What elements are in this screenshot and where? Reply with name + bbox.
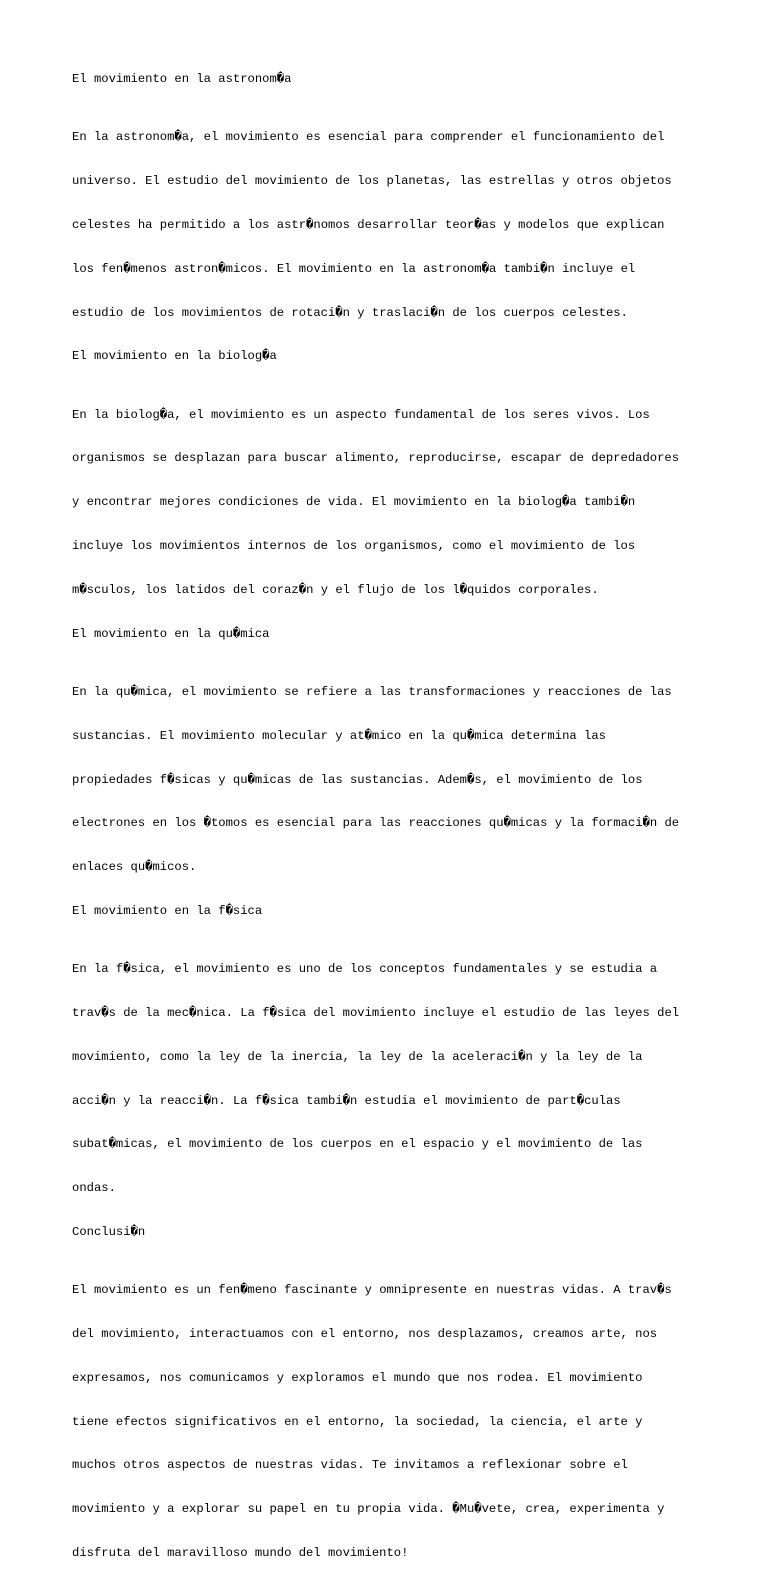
blank-line [72, 1240, 712, 1255]
text-line: trav�s de la mec�nica. La f�sica del movimiento incluye el estudio de las leyes del [72, 1006, 680, 1020]
text-line: enlaces qu�micos. [72, 860, 197, 875]
text-line: tiene efectos significativos en el entorno, la sociedad, la ciencia, el arte y [72, 1414, 643, 1429]
paragraph [72, 1254, 712, 1590]
text-line: y encontrar mejores condiciones de vida. El movimiento en la biolog�a tambi�n [72, 495, 636, 510]
text-line: En la f�sica, el movimiento es uno de los conceptos fundamentales y se estudia a [72, 962, 658, 977]
section-heading: El movimiento en la astronom�a [72, 72, 292, 86]
text-line: expresamos, nos comunicamos y exploramos el mundo que nos rodea. El movimiento [72, 1370, 643, 1385]
text-line: subat�micas, el movimiento de los cuerpos en el espacio y el movimiento de las [72, 1137, 643, 1152]
text-line: El movimiento es un fen�meno fascinante y omnipresente en nuestras vidas. A trav�s [72, 1283, 672, 1298]
text-line: En la astronom�a, el movimiento es esencial para comprender el funcionamiento del [72, 130, 665, 145]
paragraph [72, 656, 712, 904]
text-line: estudio de los movimientos de rotaci�n y traslaci�n de los cuerpos celestes. [72, 305, 628, 320]
text-line: muchos otros aspectos de nuestras vidas. Te invitamos a reflexionar sobre el [72, 1458, 628, 1473]
text-line: los fen�menos astron�micos. El movimiento en la astronom�a tambi�n incluye el [72, 261, 636, 276]
text-line: disfruta del maravilloso mundo del movimiento! [72, 1545, 409, 1560]
section-quimica [72, 627, 712, 904]
paragraph [72, 933, 712, 1225]
section-fisica [72, 904, 712, 1225]
blank-line [72, 364, 712, 379]
blank-line [72, 641, 712, 656]
section-heading: El movimiento en la f�sica [72, 903, 263, 918]
text-line: universo. El estudio del movimiento de los planetas, las estrellas y otros objetos [72, 174, 672, 189]
text-line: incluye los movimientos internos de los organismos, como el movimiento de los [72, 539, 636, 553]
text-line: En la biolog�a, el movimiento es un aspecto fundamental de los seres vivos. Los [72, 407, 650, 422]
text-line: En la qu�mica, el movimiento se refiere a las transformaciones y reacciones de las [72, 684, 672, 699]
text-line: propiedades f�sicas y qu�micas de las sustancias. Adem�s, el movimiento de los [72, 772, 643, 787]
text-line: del movimiento, interactuamos con el entorno, nos desplazamos, creamos arte, nos [72, 1327, 658, 1342]
paragraph [72, 378, 712, 626]
section-heading: El movimiento en la qu�mica [72, 626, 270, 641]
text-line: organismos se desplazan para buscar alimento, reproducirse, escapar de depredadores [72, 451, 680, 466]
text-line: ondas. [72, 1181, 116, 1196]
text-line: celestes ha permitido a los astr�nomos desarrollar teor�as y modelos que explican [72, 217, 665, 232]
document-page [72, 72, 712, 1590]
section-heading: Conclusi�n [72, 1224, 146, 1239]
section-conclusion [72, 1225, 712, 1590]
text-line: acci�n y la reacci�n. La f�sica tambi�n estudia el movimiento de part�culas [72, 1093, 621, 1108]
text-line: sustancias. El movimiento molecular y at�mico en la qu�mica determina las [72, 728, 606, 743]
text-line: movimiento, como la ley de la inercia, la ley de la aceleraci�n y la ley de la [72, 1049, 643, 1064]
blank-line [72, 87, 712, 102]
text-line: m�sculos, los latidos del coraz�n y el flujo de los l�quidos corporales. [72, 582, 599, 597]
paragraph [72, 101, 712, 349]
section-heading: El movimiento en la biolog�a [72, 349, 277, 364]
section-biologia [72, 349, 712, 626]
text-line: movimiento y a explorar su papel en tu propia vida. �Mu�vete, crea, experimenta y [72, 1502, 665, 1517]
text-line: electrones en los �tomos es esencial para las reacciones qu�micas y la formaci�n de [72, 816, 680, 831]
section-astronomia [72, 72, 712, 349]
blank-line [72, 918, 712, 933]
